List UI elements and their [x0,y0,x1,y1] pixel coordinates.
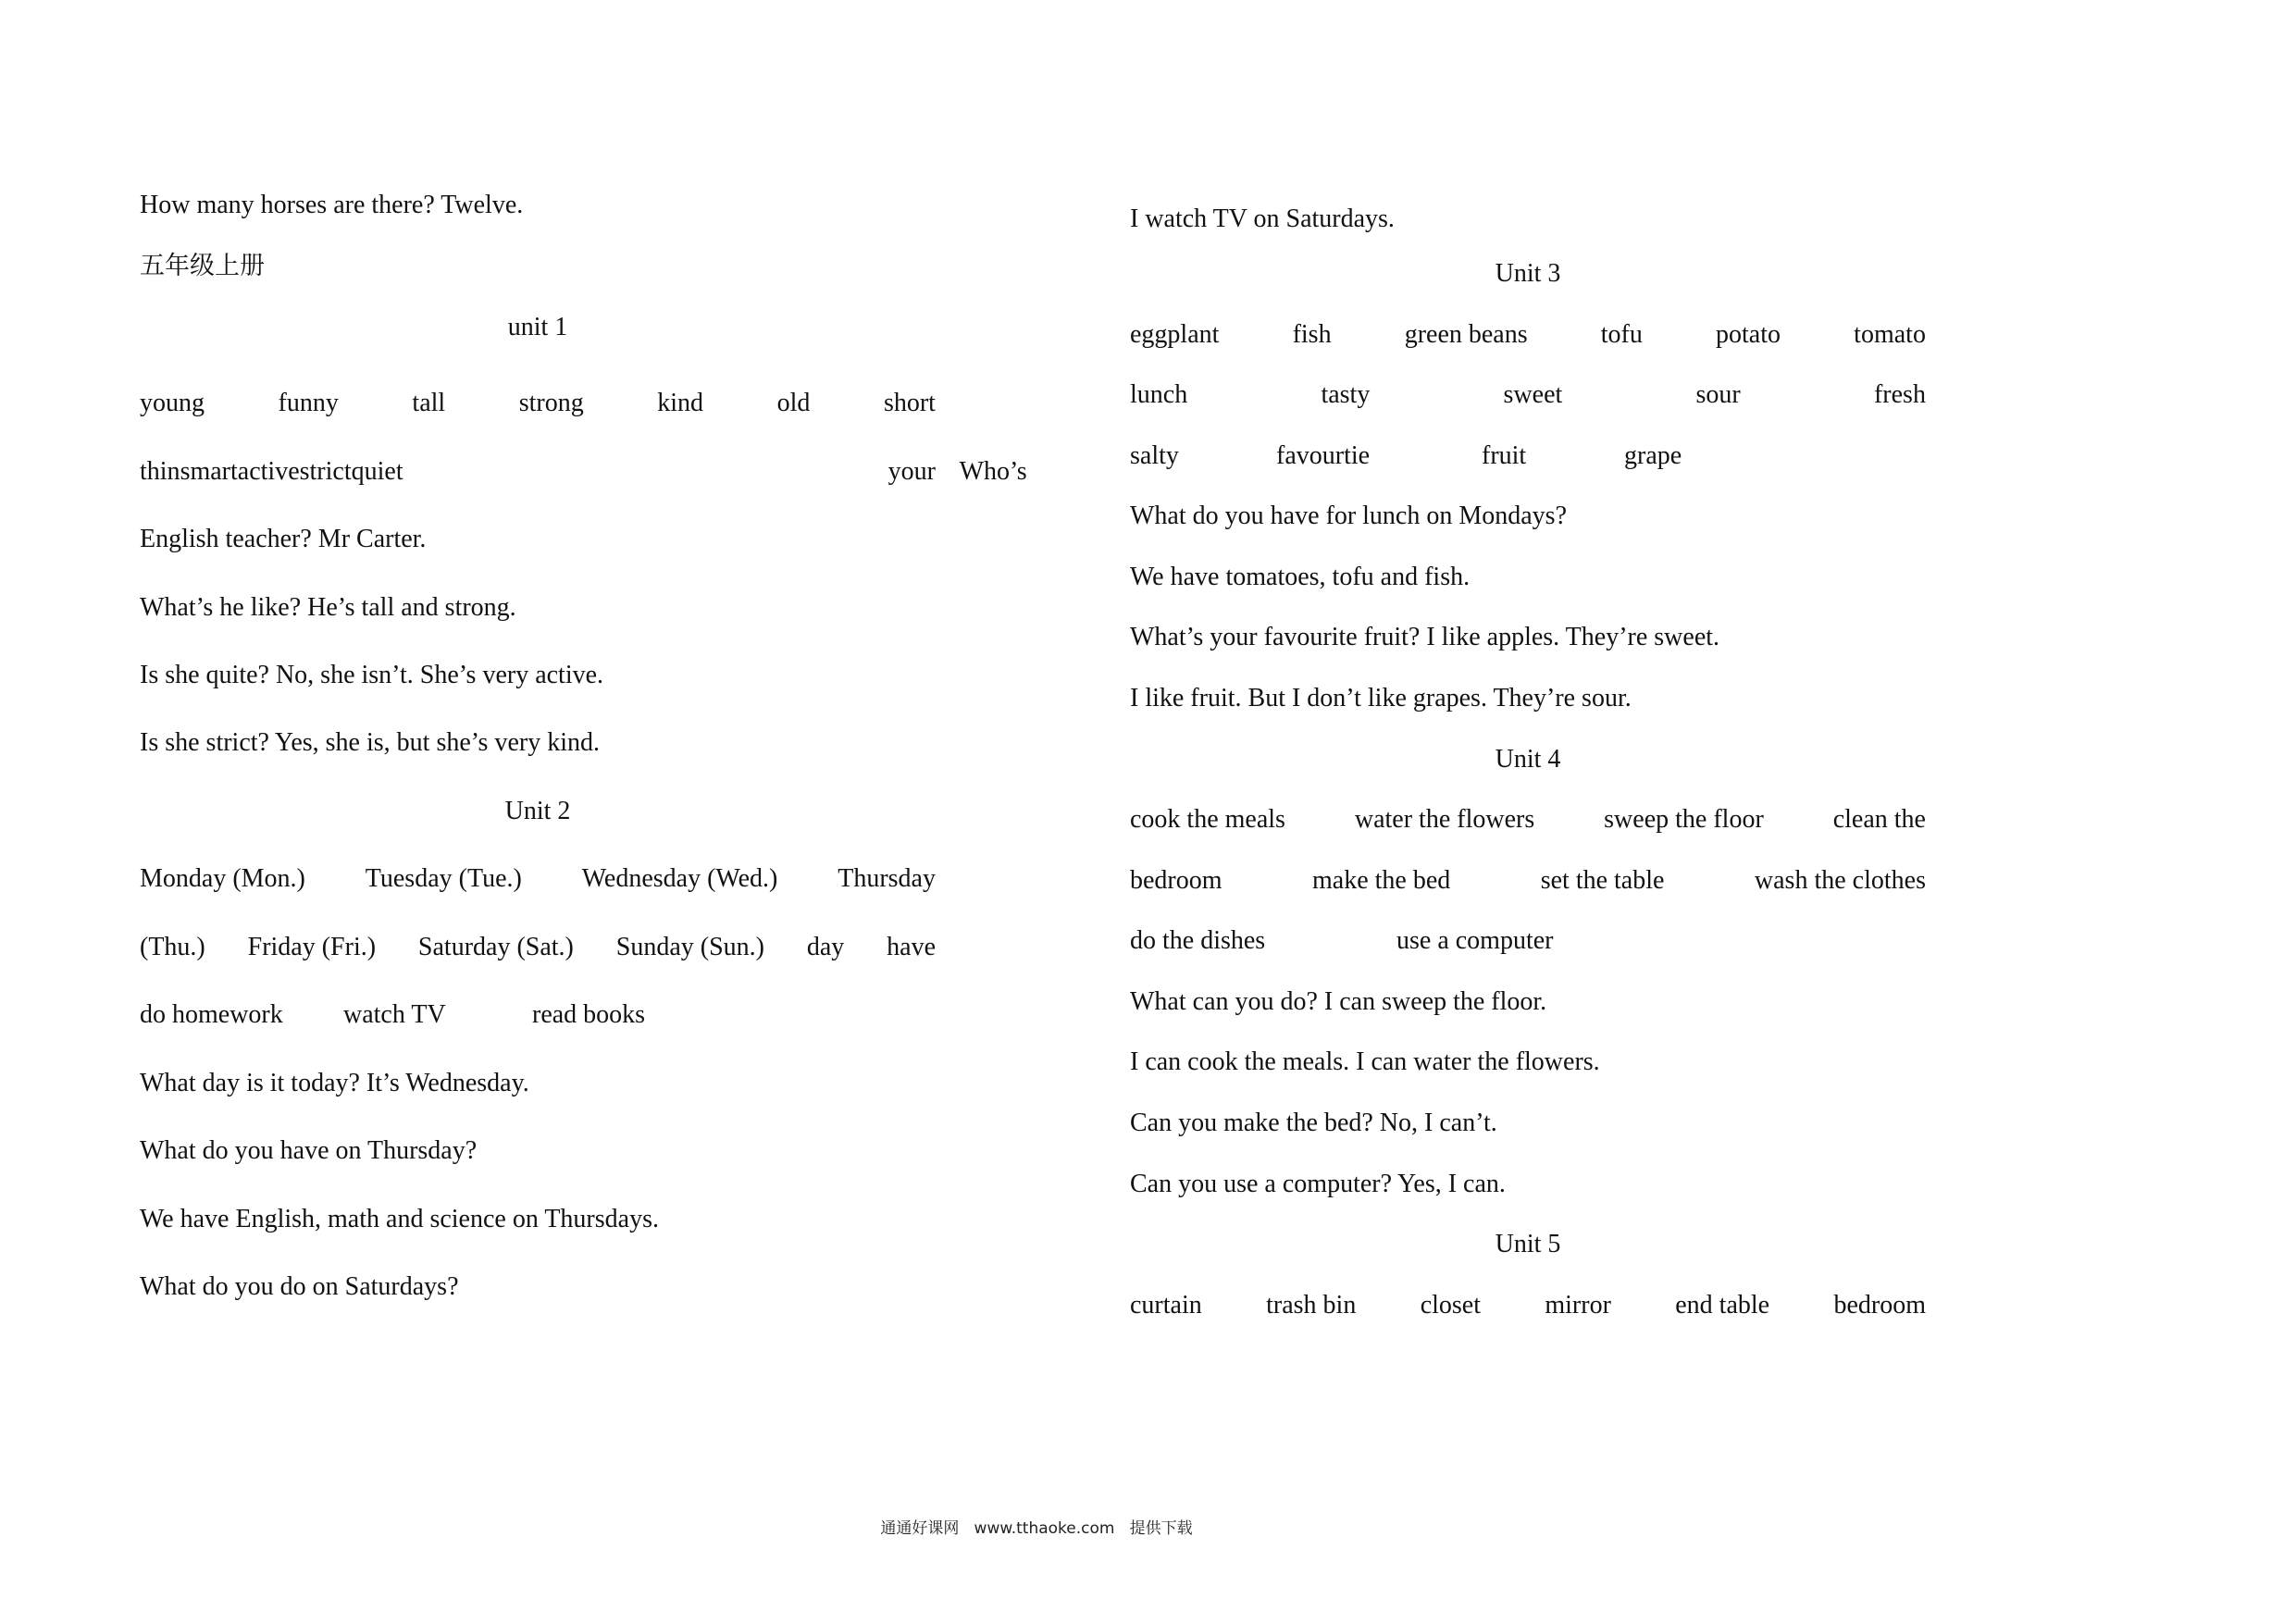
word: trash bin [1266,1291,1357,1319]
word: eggplant [1130,320,1220,349]
sentence-tomatoes: We have tomatoes, tofu and fish. [1130,563,1471,591]
sentence-saturdays: What do you do on Saturdays? [140,1272,459,1301]
word: favourtie [1276,441,1371,470]
unit5-title: Unit 5 [1495,1230,1561,1258]
page-footer: 通通好课网 www.tthaoke.com 提供下载 [880,1519,1193,1538]
unit4-words-row-1 [1130,800,1926,839]
word: lunch [1130,380,1188,409]
word: tomato [1854,320,1926,349]
sentence-what-can-you-do: What can you do? I can sweep the floor. [1130,987,1547,1016]
word: Thursday [838,864,936,893]
sentence-english-teacher: English teacher? Mr Carter. [140,525,427,553]
word: use a computer [1396,926,1554,955]
word: young [140,389,205,417]
word: short [883,389,936,417]
word: quiet [351,457,403,486]
word: wash the clothes [1754,866,1926,895]
word: watch TV [343,1000,446,1029]
word: Saturday (Sat.) [417,933,574,961]
sentence-english-math: We have English, math and science on Thursdays. [140,1205,659,1233]
word: strong [518,389,584,417]
word: potato [1716,320,1781,349]
word: Monday (Mon.) [140,864,305,893]
word: read books [532,1000,646,1029]
word: green beans [1404,320,1528,349]
word: have [887,933,936,961]
sentence-watch-tv: I watch TV on Saturdays. [1130,204,1395,233]
sentence-is-she-quite: Is she quite? No, she isn’t. She’s very active. [140,661,604,689]
unit1-words-row-2 [140,452,1027,491]
word: thin [140,457,180,486]
unit3-title: Unit 3 [1495,259,1561,288]
unit2-words-row-3 [140,996,936,1035]
word: end table [1675,1291,1770,1319]
sentence-lunch-mondays: What do you have for lunch on Mondays? [1130,502,1567,530]
word: closet [1420,1291,1481,1319]
word: Wednesday (Wed.) [581,864,778,893]
word: sweet [1503,380,1563,409]
unit3-words-row-3 [1130,437,1926,476]
word: tasty [1321,380,1371,409]
word: smart [180,457,238,486]
word: salty [1130,441,1179,470]
word: Friday (Fri.) [247,933,377,961]
word: bedroom [1833,1291,1926,1319]
sentence-whats-he-like: What’s he like? He’s tall and strong. [140,593,516,622]
sentence-what-day: What day is it today? It’s Wednesday. [140,1069,529,1097]
word: active [237,457,300,486]
unit2-words-row-2 [140,928,936,967]
word: bedroom [1130,866,1222,895]
word: old [776,389,811,417]
word: fruit [1482,441,1527,470]
unit4-title: Unit 4 [1495,745,1561,774]
sentence-like-fruit: I like fruit. But I don’t like grapes. They’re sour. [1130,684,1632,712]
unit1-title: unit 1 [507,313,568,341]
unit5-words-row-1 [1130,1286,1926,1325]
word: sour [1695,380,1741,409]
word: Who’s [959,457,1027,486]
grade-heading: 五年级上册 [140,252,265,280]
unit1-words-row-1 [140,384,936,423]
word: Sunday (Sun.) [615,933,764,961]
word: grape [1624,441,1682,470]
word: fresh [1873,380,1926,409]
sentence-horses: How many horses are there? Twelve. [140,191,524,219]
word: strict [299,457,352,486]
word: do the dishes [1130,926,1266,955]
sentence-favourite-fruit: What’s your favourite fruit? I like apples. They’re sweet. [1130,623,1720,651]
word: kind [657,389,704,417]
word: tofu [1600,320,1643,349]
sentence-is-she-strict: Is she strict? Yes, she is, but she’s very kind. [140,728,600,757]
word: cook the meals [1130,805,1285,834]
sentence-thursday: What do you have on Thursday? [140,1136,478,1165]
word: make the bed [1311,866,1451,895]
word: clean the [1832,805,1926,834]
word: do homework [140,1000,283,1029]
word: tall [412,389,446,417]
word: your [887,457,936,486]
word: funny [278,389,339,417]
word: set the table [1540,866,1665,895]
word: day [806,933,845,961]
unit3-words-row-1 [1130,316,1926,354]
sentence-cook-meals: I can cook the meals. I can water the flowers. [1130,1047,1600,1076]
unit2-words-row-1 [140,860,936,898]
sentence-use-computer: Can you use a computer? Yes, I can. [1130,1170,1506,1198]
word: fish [1292,320,1332,349]
sentence-make-bed: Can you make the bed? No, I can’t. [1130,1109,1497,1137]
unit4-words-row-2 [1130,861,1926,900]
unit2-title: Unit 2 [504,797,571,825]
unit3-words-row-2 [1130,376,1926,415]
unit4-words-row-3 [1130,922,1926,960]
word: (Thu.) [140,933,205,961]
word: Tuesday (Tue.) [365,864,522,893]
word: curtain [1130,1291,1202,1319]
word: mirror [1545,1291,1611,1319]
word: water the flowers [1354,805,1535,834]
word: sweep the floor [1604,805,1764,834]
